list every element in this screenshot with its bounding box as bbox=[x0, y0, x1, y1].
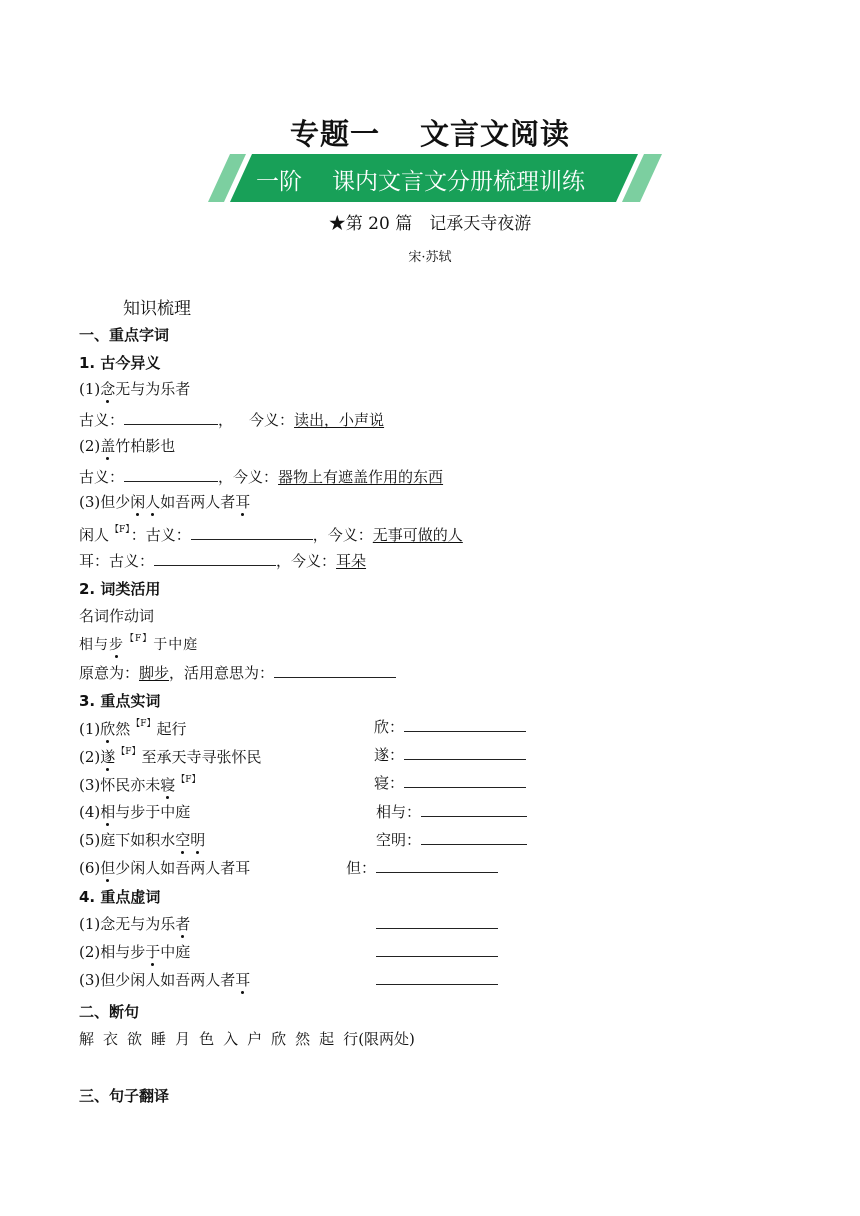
shici-row-5: (5)庭下如积水空明 bbox=[79, 831, 206, 849]
gujin-item-2: (2)盖竹柏影也 bbox=[79, 437, 176, 455]
gujin-item-3: (3)但少闲人如吾两人者耳 bbox=[79, 493, 251, 511]
banner-heading: 一阶 课内文言文分册梳理训练 bbox=[256, 169, 585, 195]
answer-blank[interactable] bbox=[421, 829, 527, 845]
shici-row-1-answer: 欣： bbox=[374, 716, 526, 737]
duanju-char[interactable]: 解 bbox=[79, 1030, 95, 1048]
duanju-char[interactable]: 色 bbox=[199, 1030, 215, 1048]
gujin-item-1: (1)念无与为乐者 bbox=[79, 380, 191, 398]
xuci-row-2: (2)相与步于中庭 bbox=[79, 943, 191, 961]
answer-blank[interactable] bbox=[404, 716, 526, 732]
part2-heading: 二、断句 bbox=[79, 1003, 140, 1021]
gujin-heading: 1. 古今异义 bbox=[79, 354, 161, 372]
answer-blank[interactable] bbox=[154, 550, 276, 566]
answer-blank[interactable] bbox=[376, 969, 498, 985]
title-left: 专题一 bbox=[289, 117, 380, 151]
duanju-char[interactable]: 睡 bbox=[151, 1030, 167, 1048]
duanju-chars bbox=[79, 1030, 358, 1048]
gujin-item-2-answer: 古义： ，今义：器物上有遮盖作用的东西 bbox=[79, 468, 444, 486]
page-title bbox=[0, 112, 860, 153]
shici-row-2-answer: 遂： bbox=[374, 744, 526, 765]
shici-row-4-answer: 相与： bbox=[376, 801, 527, 822]
shici-row-1: (1)欣然$^{【F】}$起行 bbox=[79, 719, 187, 738]
shici-row-2: (2)遂$^{【F】}$至承天寺寻张怀民 bbox=[79, 747, 262, 766]
cilei-answer: 原意为：脚步，活用意思为： bbox=[79, 662, 396, 683]
answer-blank[interactable] bbox=[376, 913, 498, 929]
cilei-sentence: 相与步$^{【F】}$于中庭 bbox=[79, 634, 199, 653]
duanju-char[interactable]: 然 bbox=[295, 1030, 311, 1048]
answer-blank[interactable] bbox=[124, 466, 218, 482]
xuci-row-3-answer bbox=[376, 969, 498, 989]
answer-blank[interactable] bbox=[421, 801, 527, 817]
duanju-char[interactable]: 月 bbox=[175, 1030, 191, 1048]
answer-blank[interactable] bbox=[404, 772, 526, 788]
xuci-row-3: (3)但少闲人如吾两人者耳 bbox=[79, 971, 251, 989]
part3-heading: 三、句子翻译 bbox=[79, 1087, 170, 1105]
shici-heading: 3. 重点实词 bbox=[79, 692, 161, 710]
shici-row-5-answer: 空明： bbox=[376, 829, 527, 850]
duanju-char[interactable]: 户 bbox=[247, 1030, 263, 1048]
gujin-item-1-answer: 古义： ， 今义：读出，小声说 bbox=[79, 411, 385, 429]
answer-blank[interactable] bbox=[376, 941, 498, 957]
answer-blank[interactable] bbox=[376, 857, 498, 873]
xuci-row-1: (1)念无与为乐者 bbox=[79, 915, 191, 933]
duanju-char[interactable]: 欣 bbox=[271, 1030, 287, 1048]
part1-heading: 一、重点字词 bbox=[79, 326, 170, 344]
duanju-char[interactable]: 入 bbox=[223, 1030, 239, 1048]
answer-blank[interactable] bbox=[124, 409, 218, 425]
shici-row-3: (3)怀民亦未寝$^{【F】}$ bbox=[79, 775, 201, 794]
answer-blank[interactable] bbox=[404, 744, 526, 760]
shici-row-4: (4)相与步于中庭 bbox=[79, 803, 191, 821]
gujin-er-answer: 耳：古义： ，今义：耳朵 bbox=[79, 552, 367, 570]
duanju-char[interactable]: 行 bbox=[343, 1030, 359, 1048]
shici-row-3-answer: 寝： bbox=[374, 772, 526, 793]
duanju-char[interactable]: 衣 bbox=[103, 1030, 119, 1048]
section-knowledge-heading: 知识梳理 bbox=[123, 299, 191, 319]
duanju-char[interactable]: 欲 bbox=[127, 1030, 143, 1048]
answer-blank[interactable] bbox=[191, 524, 313, 540]
cilei-type: 名词作动词 bbox=[79, 607, 155, 625]
xuci-heading: 4. 重点虚词 bbox=[79, 888, 161, 906]
duanju-sentence: 解 衣 欲 睡 月 色 入 户 欣 然 起 行(限两处) bbox=[79, 1030, 415, 1048]
xuci-row-2-answer bbox=[376, 941, 498, 961]
title-right: 文言文阅读 bbox=[420, 117, 571, 151]
cilei-heading: 2. 词类活用 bbox=[79, 580, 161, 598]
lesson-title: ★第 20 篇 记承天寺夜游 bbox=[328, 214, 532, 234]
xuci-row-1-answer bbox=[376, 913, 498, 933]
duanju-char[interactable]: 起 bbox=[319, 1030, 335, 1048]
gujin-xianren-answer: 闲人$^{【F】}$：古义： ，今义：无事可做的人 bbox=[79, 525, 463, 544]
author: 宋·苏轼 bbox=[408, 250, 452, 265]
answer-blank[interactable] bbox=[274, 662, 396, 678]
shici-row-6-answer: 但： bbox=[346, 857, 498, 878]
shici-row-6: (6)但少闲人如吾两人者耳 bbox=[79, 859, 251, 877]
